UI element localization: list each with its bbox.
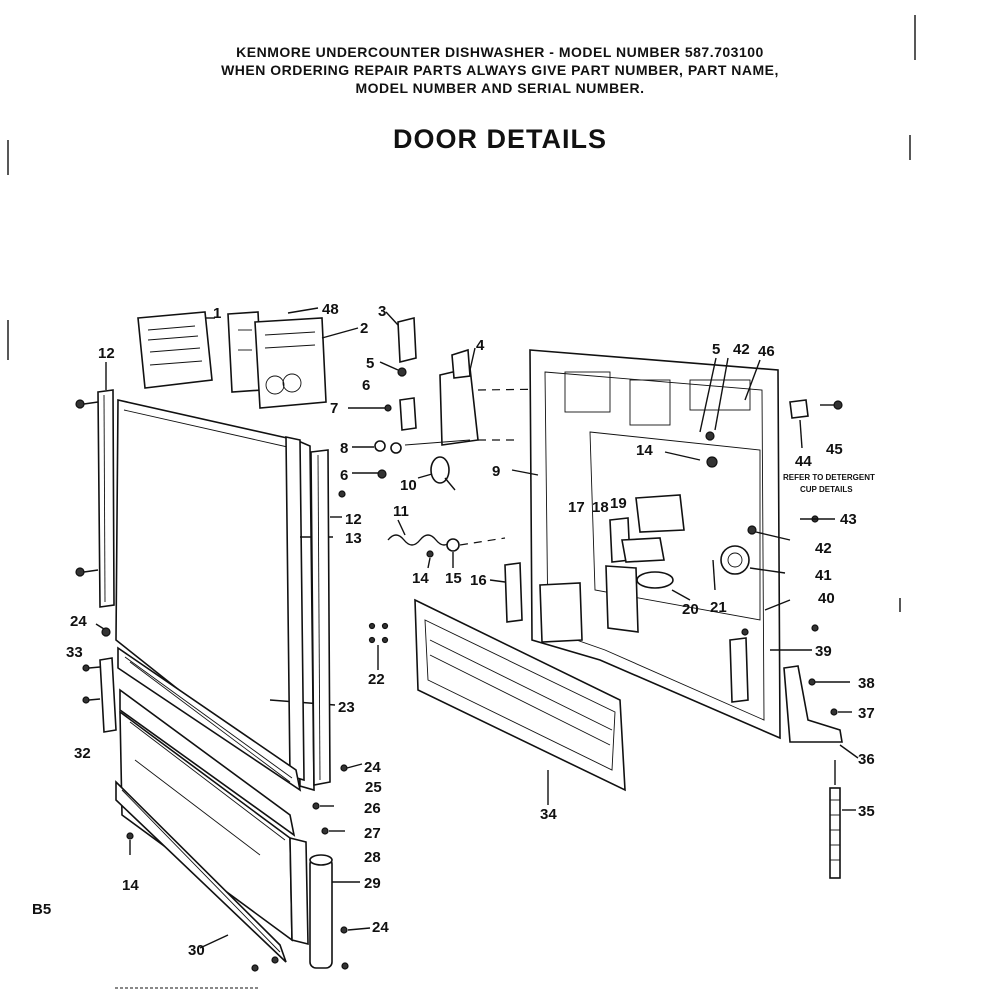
callout-24b: 24 — [364, 759, 381, 776]
callout-3: 3 — [378, 303, 387, 320]
part-43-screw — [800, 516, 835, 522]
callout-14a: 14 — [412, 570, 429, 587]
callout-2: 2 — [360, 320, 369, 337]
part-29-end-cap — [310, 855, 360, 968]
part-3-bracket — [386, 312, 416, 362]
callout-1: 1 — [213, 305, 222, 322]
callout-48: 48 — [322, 301, 339, 318]
callout-9: 9 — [492, 463, 501, 480]
callout-28: 28 — [364, 849, 381, 866]
part-22-screws — [370, 624, 388, 671]
callout-6a: 6 — [362, 377, 371, 394]
callout-26: 26 — [364, 800, 381, 817]
callout-14b: 14 — [636, 442, 653, 459]
callout-14c: 14 — [122, 877, 139, 894]
callout-6b: 6 — [340, 467, 349, 484]
part-1-booklet — [138, 312, 215, 388]
callout-24c: 24 — [372, 919, 389, 936]
part-36-hinge-arm — [784, 666, 858, 758]
callout-43: 43 — [840, 511, 857, 528]
callout-46: 46 — [758, 343, 775, 360]
part-35-door-spring — [830, 760, 856, 878]
part-12-left-side-trim — [76, 362, 114, 607]
header-line-3: MODEL NUMBER AND SERIAL NUMBER. — [355, 80, 645, 96]
callout-30: 30 — [188, 942, 205, 959]
callout-8: 8 — [340, 440, 349, 457]
callout-37: 37 — [858, 705, 875, 722]
callout-27: 27 — [364, 825, 381, 842]
callout-33: 33 — [66, 644, 83, 661]
callout-4: 4 — [476, 337, 485, 354]
callout-12a: 12 — [98, 345, 115, 362]
callout-5a: 5 — [366, 355, 375, 372]
callout-45: 45 — [826, 441, 843, 458]
note-cup-details: CUP DETAILS — [800, 485, 853, 494]
callout-40: 40 — [818, 590, 835, 607]
note-refer-detergent: REFER TO DETERGENT — [783, 473, 875, 482]
callout-39: 39 — [815, 643, 832, 660]
callout-15: 15 — [445, 570, 462, 587]
callout-21: 21 — [710, 599, 727, 616]
callout-35: 35 — [858, 803, 875, 820]
callout-32: 32 — [74, 745, 91, 762]
callout-17: 17 — [568, 499, 585, 516]
part-24-screw-upper — [96, 624, 110, 636]
callout-34: 34 — [540, 806, 557, 823]
part-2-instruction-card — [228, 308, 358, 408]
callout-5b: 5 — [712, 341, 721, 358]
header-line-1: KENMORE UNDERCOUNTER DISHWASHER - MODEL NUMBER 587.703100 — [236, 44, 764, 60]
page-title: DOOR DETAILS — [393, 124, 607, 154]
header-line-2: WHEN ORDERING REPAIR PARTS ALWAYS GIVE PART NUMBER, PART NAME, — [221, 62, 779, 78]
callout-16: 16 — [470, 572, 487, 589]
part-33-bracket — [83, 658, 116, 732]
callout-41: 41 — [815, 567, 832, 584]
callout-29: 29 — [364, 875, 381, 892]
callout-42b: 42 — [815, 540, 832, 557]
callout-42a: 42 — [733, 341, 750, 358]
callout-38: 38 — [858, 675, 875, 692]
page-code: B5 — [32, 901, 52, 918]
callout-10: 10 — [400, 477, 417, 494]
callout-25: 25 — [365, 779, 382, 796]
callout-19: 19 — [610, 495, 627, 512]
part-11-spring — [388, 520, 505, 568]
callout-44: 44 — [795, 453, 812, 470]
callout-18: 18 — [592, 499, 609, 516]
callout-24a: 24 — [70, 613, 87, 630]
callout-36: 36 — [858, 751, 875, 768]
callout-20: 20 — [682, 601, 699, 618]
callout-7: 7 — [330, 400, 339, 417]
part-12-right-side-trim — [311, 450, 345, 785]
callout-13: 13 — [345, 530, 362, 547]
callout-23: 23 — [338, 699, 355, 716]
callout-11: 11 — [393, 503, 409, 520]
part-14-screw-lower — [127, 833, 133, 855]
callout-12b: 12 — [345, 511, 362, 528]
callout-22: 22 — [368, 671, 385, 688]
part-10-cam — [418, 457, 455, 490]
